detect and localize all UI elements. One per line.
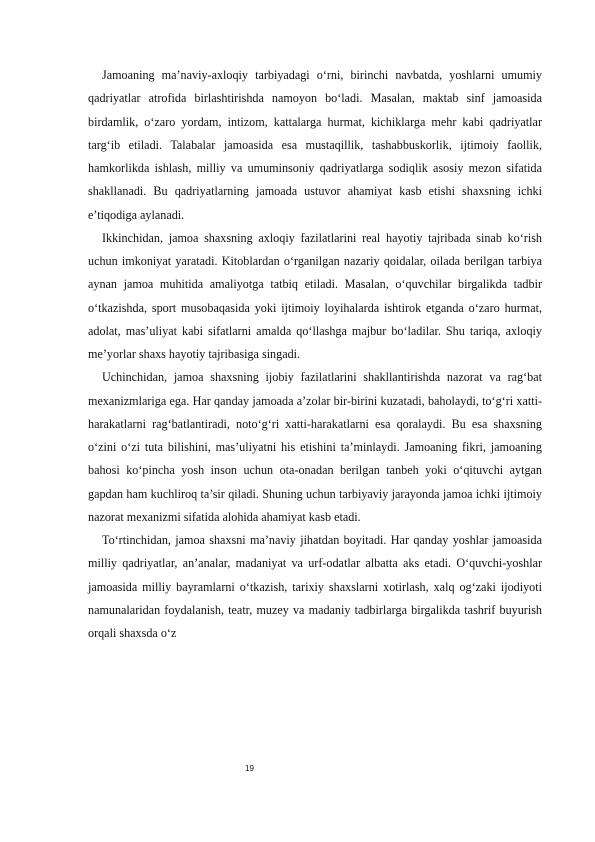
page-body — [88, 64, 542, 645]
paragraph-2: Ikkinchidan, jamoa shaxsning axloqiy fazilatlarini real hayotiy tajribada sinab ko‘rish uchun imkoniyat yaratadi. Kitoblardan o‘rganilgan nazariy qoidalar, oilada berilgan tarbiya aynan jamoa muhitida amaliyotga tatbiq etiladi. Masalan, o‘quvchilar birgalikda tadbir o‘tkazishda, sport musobaqasida yoki ijtimoiy loyihalarda ishtirok etganda o‘zaro hurmat, adolat, mas’uliyat kabi sifatlarni amalda qo‘llashga majbur bo‘ladilar. Shu tariqa, axloqiy me’yorlar shaxs hayotiy tajribasiga singadi. — [88, 230, 542, 361]
page-number: 19 — [245, 764, 254, 773]
paragraph-4: To‘rtinchidan, jamoa shaxsni ma’naviy jihatdan boyitadi. Har qanday yoshlar jamoasida milliy qadriyatlar, an’analar, madaniyat va urf-odatlar albatta aks etadi. O‘quvchi-yoshlar jamoasida milliy bayramlarni o‘tkazish, tarixiy shaxslarni xotirlash, xalq og‘zaki ijodiyoti namunalaridan foydalanish, teatr, muzey va madaniy tadbirlarga birgalikda tashrif buyurish orqali shaxsda o‘z — [88, 533, 542, 640]
paragraph-1: Jamoaning ma’naviy-axloqiy tarbiyadagi o‘rni, birinchi navbatda, yoshlarni umumiy qadriyatlar atrofida birlashtirishda namoyon bo‘ladi. Masalan, maktab sinf jamoasida birdamlik, o‘zaro yordam, intizom, kattalarga hurmat, kichiklarga mehr kabi qadriyatlar targ‘ib etiladi. Talabalar jamoasida esa mustaqillik, tashabbuskorlik, ijtimoiy faollik, hamkorlikda ishlash, milliy va umuminsoniy qadriyatlarga sodiqlik asosiy mezon sifatida shakllanadi. Bu qadriyatlarning jamoada ustuvor ahamiyat kasb etishi shaxsning ichki e’tiqodiga aylanadi. — [88, 68, 542, 222]
paragraph-3: Uchinchidan, jamoa shaxsning ijobiy fazilatlarini shakllantirishda nazorat va rag‘bat mexanizmlariga ega. Har qanday jamoada a’zolar bir-birini kuzatadi, baholaydi, to‘g‘ri xatti-harakatlarni rag‘batlantiradi, noto‘g‘ri xatti-harakatlarni esa qoralaydi. Bu esa shaxsning o‘zini o‘zi tuta bilishini, mas’uliyatni his etishini ta’minlaydi. Jamoaning fikri, jamoaning bahosi ko‘pincha yosh inson uchun ota-onadan berilgan tanbeh yoki o‘qituvchi aytgan gapdan ham kuchliroq ta’sir qiladi. Shuning uchun tarbiyaviy jarayonda jamoa ichki ijtimoiy nazorat mexanizmi sifatida alohida ahamiyat kasb etadi. — [88, 370, 542, 524]
